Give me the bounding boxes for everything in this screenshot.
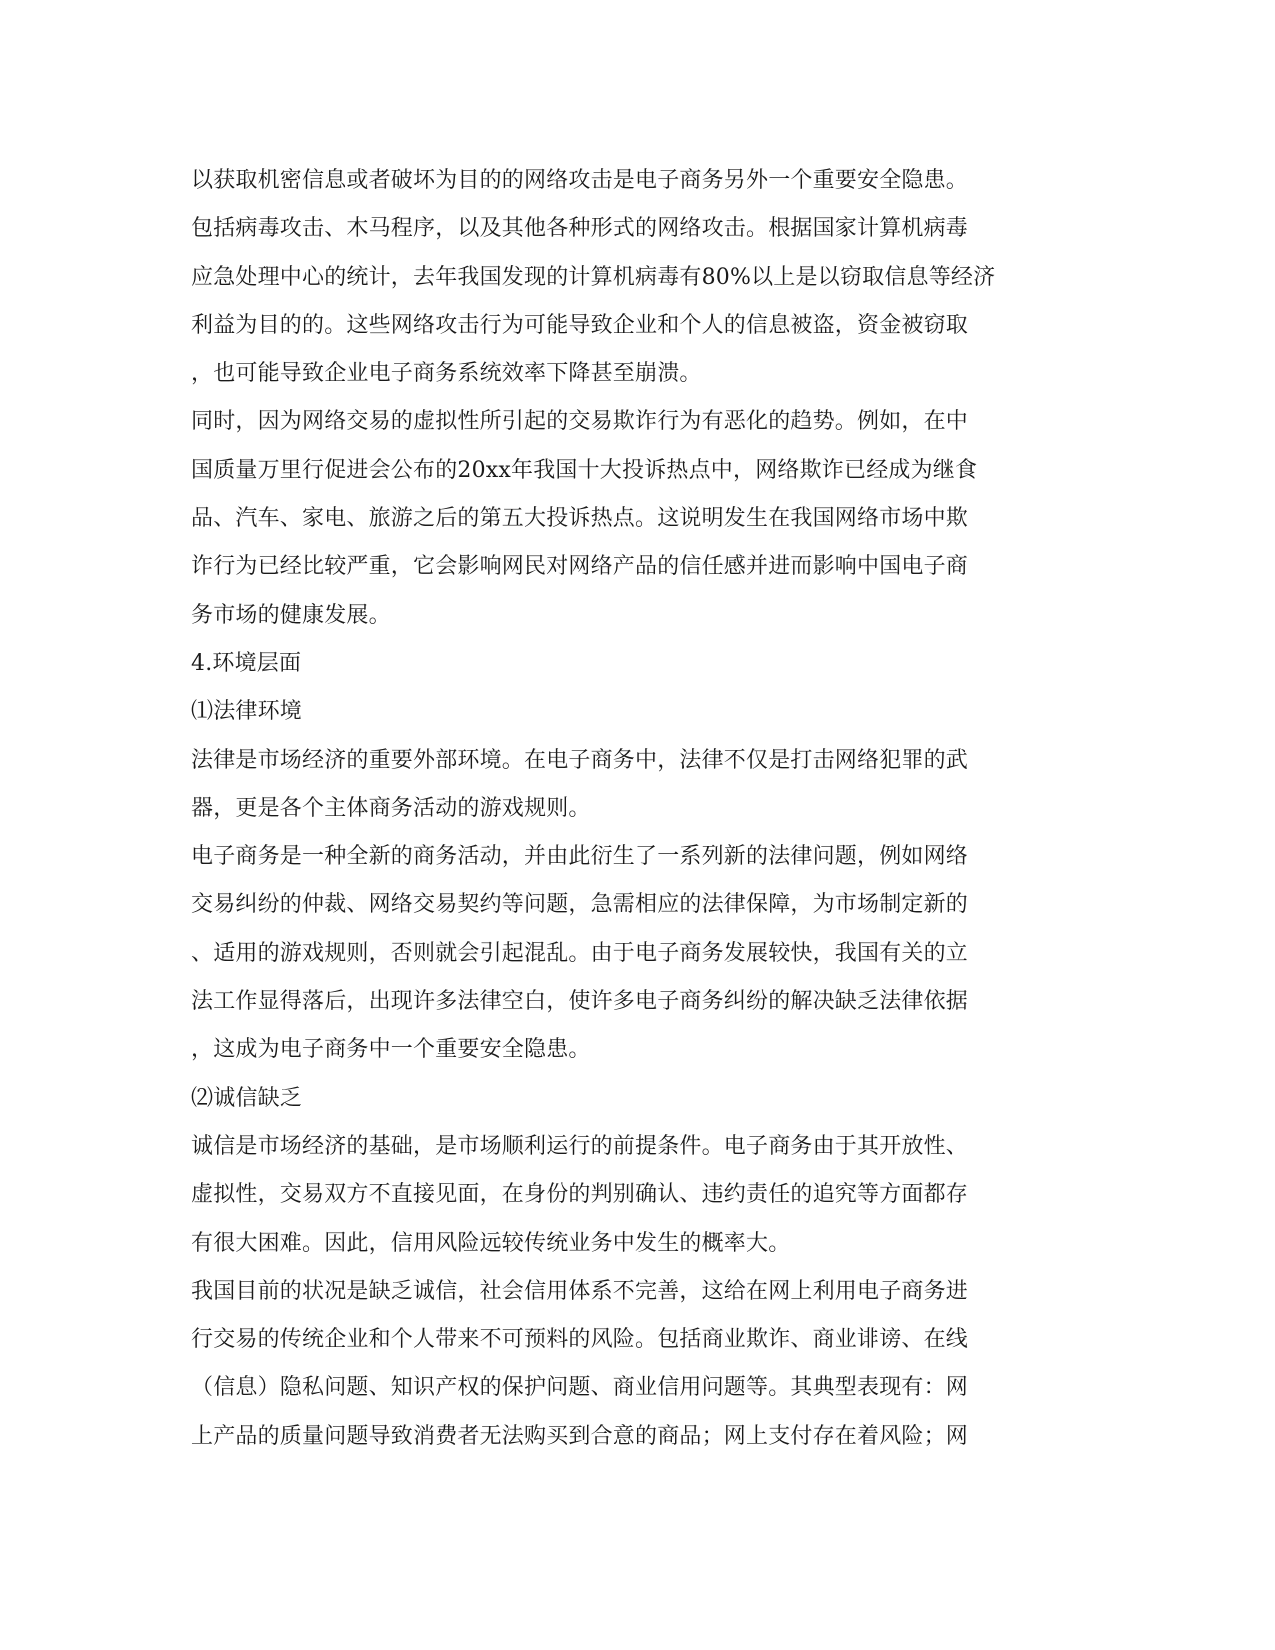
text-line: 行交易的传统企业和个人带来不可预料的风险。包括商业欺诈、商业诽谤、在线 — [191, 1327, 969, 1353]
text-line: 诈行为已经比较严重，它会影响网民对网络产品的信任感并进而影响中国电子商 — [191, 554, 969, 580]
text-line: 上产品的质量问题导致消费者无法购买到合意的商品；网上支付存在着风险；网 — [191, 1423, 969, 1449]
text-line: 有很大困难。因此，信用风险远较传统业务中发生的概率大。 — [191, 1230, 791, 1256]
section-heading: 4.环境层面 — [191, 650, 302, 676]
text-line: 交易纠纷的仲裁、网络交易契约等问题，急需相应的法律保障，为市场制定新的 — [191, 892, 969, 918]
text-line: 以获取机密信息或者破坏为目的的网络攻击是电子商务另外一个重要安全隐患。 — [191, 168, 969, 193]
text-line: 电子商务是一种全新的商务活动，并由此衍生了一系列新的法律问题，例如网络 — [191, 844, 969, 870]
text-line: 、适用的游戏规则，否则就会引起混乱。由于电子商务发展较快，我国有关的立 — [191, 940, 969, 966]
text-line: 品、汽车、家电、旅游之后的第五大投诉热点。这说明发生在我国网络市场中欺 — [191, 506, 969, 532]
document-body — [191, 157, 1071, 1461]
text-line: ，也可能导致企业电子商务系统效率下降甚至崩溃。 — [191, 361, 702, 387]
text-line: 同时，因为网络交易的虚拟性所引起的交易欺诈行为有恶化的趋势。例如，在中 — [191, 409, 969, 435]
text-line: 器，更是各个主体商务活动的游戏规则。 — [191, 795, 591, 821]
text-line: 利益为目的的。这些网络攻击行为可能导致企业和个人的信息被盗，资金被窃取 — [191, 312, 969, 338]
text-line: 包括病毒攻击、木马程序，以及其他各种形式的网络攻击。根据国家计算机病毒 — [191, 216, 969, 242]
subsection-heading: ⑵诚信缺乏 — [191, 1085, 303, 1111]
text-line: 国质量万里行促进会公布的20xx年我国十大投诉热点中，网络欺诈已经成为继食 — [191, 457, 978, 483]
text-line: ，这成为电子商务中一个重要安全隐患。 — [191, 1037, 591, 1063]
text-line: 诚信是市场经济的基础，是市场顺利运行的前提条件。电子商务由于其开放性、 — [191, 1133, 969, 1159]
text-line: 务市场的健康发展。 — [191, 602, 391, 628]
text-line: 法工作显得落后，出现许多法律空白，使许多电子商务纠纷的解决缺乏法律依据 — [191, 989, 969, 1015]
subsection-heading: ⑴法律环境 — [191, 699, 303, 725]
text-line: 我国目前的状况是缺乏诚信，社会信用体系不完善，这给在网上利用电子商务进 — [191, 1278, 969, 1304]
text-line: 虚拟性，交易双方不直接见面，在身份的判别确认、违约责任的追究等方面都存 — [191, 1182, 969, 1208]
text-line: 应急处理中心的统计，去年我国发现的计算机病毒有80%以上是以窃取信息等经济 — [191, 264, 996, 290]
text-line: （信息）隐私问题、知识产权的保护问题、商业信用问题等。其典型表现有：网 — [191, 1375, 969, 1401]
text-line: 法律是市场经济的重要外部环境。在电子商务中，法律不仅是打击网络犯罪的武 — [191, 747, 969, 773]
